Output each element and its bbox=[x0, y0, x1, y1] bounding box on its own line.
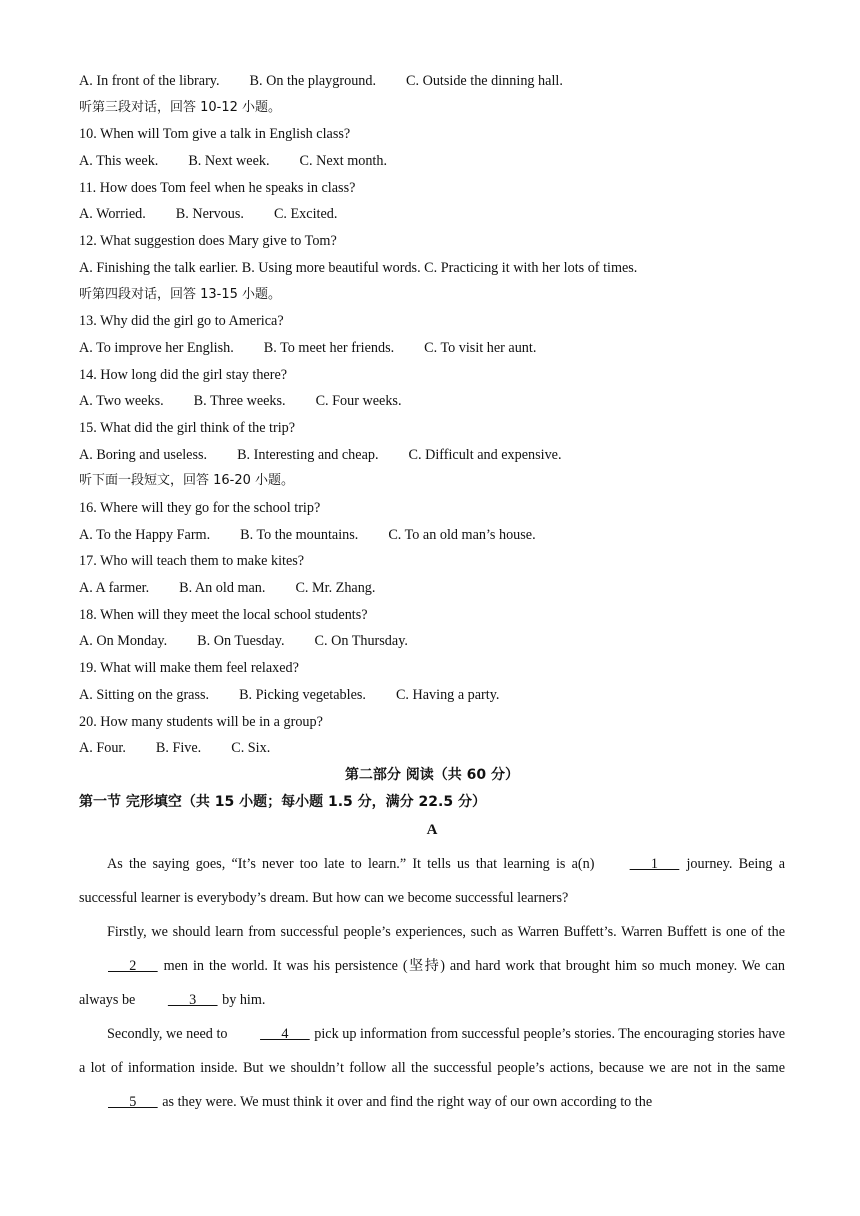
answer-option: C. Mr. Zhang. bbox=[295, 580, 376, 597]
answer-options bbox=[79, 522, 785, 549]
question-line: 20. How many students will be in a group? bbox=[79, 713, 323, 730]
passage-text: As the saying goes, “It’s never too late to learn.” It tells us that learning is a(n) bbox=[107, 856, 601, 873]
cloze-blank: 4 bbox=[260, 1026, 310, 1043]
cloze-blank: 3 bbox=[167, 992, 218, 1009]
answer-option: A. In front of the library. bbox=[79, 73, 220, 89]
answer-option: B. An old man. bbox=[179, 580, 266, 597]
answer-options bbox=[79, 682, 785, 709]
answer-option: B. On the playground. bbox=[249, 73, 377, 89]
answer-option: C. Having a party. bbox=[395, 686, 500, 703]
answer-options bbox=[79, 628, 785, 655]
answer-option: B. Five. bbox=[155, 740, 202, 757]
answer-option: C. Next month. bbox=[299, 153, 388, 170]
passage-text: by him. bbox=[218, 992, 266, 1009]
question-line: 11. How does Tom feel when he speaks in class? bbox=[79, 179, 356, 196]
exam-page bbox=[79, 68, 785, 1119]
answer-option: A. A farmer. bbox=[79, 580, 150, 597]
question-line: 14. How long did the girl stay there? bbox=[79, 366, 288, 383]
answer-option: A. Sitting on the grass. bbox=[79, 686, 210, 703]
passage-text: journey. Being a successful learner is everybody’s dream. But how can we become successful learners? bbox=[79, 856, 786, 907]
question-line: 12. What suggestion does Mary give to Tom? bbox=[79, 233, 337, 250]
part-title: 第二部分 阅读（共 60 分） bbox=[344, 766, 520, 783]
answer-option: C. Difficult and expensive. bbox=[408, 446, 562, 463]
answer-option: A. This week. bbox=[79, 153, 159, 170]
answer-option: C. To an old man’s house. bbox=[388, 526, 536, 543]
answer-option: C. Four weeks. bbox=[315, 393, 402, 410]
answer-option: C. On Thursday. bbox=[314, 633, 408, 650]
question-line: 19. What will make them feel relaxed? bbox=[79, 660, 299, 677]
answer-option: A. Worried. bbox=[79, 206, 146, 223]
passage-paragraph bbox=[79, 1017, 785, 1119]
section-title: 第一节 完形填空（共 15 小题；每小题 1.5 分，满分 22.5 分） bbox=[79, 793, 486, 810]
answer-option: C. Excited. bbox=[273, 206, 338, 223]
instruction-line: 听第四段对话，回答 13-15 小题。 bbox=[79, 286, 282, 302]
answer-option: B. Three weeks. bbox=[193, 393, 286, 410]
answer-options bbox=[79, 335, 785, 362]
passage-paragraph bbox=[79, 915, 785, 1017]
passage-text: Secondly, we need to bbox=[107, 1026, 232, 1043]
answer-option: B. To the mountains. bbox=[240, 526, 359, 543]
answer-option: B. Next week. bbox=[188, 153, 270, 170]
answer-options bbox=[79, 201, 785, 228]
answer-option: B. Nervous. bbox=[175, 206, 244, 223]
instruction-line: 听第三段对话，回答 10-12 小题。 bbox=[79, 99, 282, 115]
question-line: 17. Who will teach them to make kites? bbox=[79, 553, 305, 570]
question-line: 10. When will Tom give a talk in English class? bbox=[79, 126, 351, 143]
listening-questions bbox=[79, 68, 785, 762]
answer-options bbox=[79, 442, 785, 469]
answer-options bbox=[79, 148, 785, 175]
answer-option: C. Six. bbox=[231, 740, 271, 757]
passage-text: pick up information from successful people’s stories. The encouraging stories have a lot of information inside. But we shouldn’t follow all the successful people’s actions, because we are not in the same bbox=[79, 1026, 785, 1077]
answer-option: C. Outside the dinning hall. bbox=[406, 73, 563, 89]
answer-option: A. To improve her English. bbox=[79, 339, 234, 356]
passage-label: A bbox=[426, 822, 438, 839]
answer-options bbox=[79, 388, 785, 415]
question-line: 13. Why did the girl go to America? bbox=[79, 313, 284, 330]
cloze-blank: 2 bbox=[108, 958, 158, 975]
answer-options bbox=[79, 575, 785, 602]
answer-option: A. Four. bbox=[79, 740, 126, 757]
answer-options bbox=[79, 68, 785, 95]
instruction-line: 听下面一段短文，回答 16-20 小题。 bbox=[79, 473, 295, 489]
answer-option: A. On Monday. bbox=[79, 633, 168, 650]
cloze-blank: 1 bbox=[629, 856, 680, 873]
question-line: 16. Where will they go for the school trip? bbox=[79, 500, 321, 516]
cloze-passage bbox=[79, 847, 785, 1119]
answer-option: A. To the Happy Farm. bbox=[79, 526, 211, 543]
answer-option: B. On Tuesday. bbox=[197, 633, 285, 650]
answer-option: C. To visit her aunt. bbox=[424, 339, 537, 356]
question-line: 15. What did the girl think of the trip? bbox=[79, 419, 296, 436]
passage-text: men in the world. It was his persistence (坚持) and hard work that brought him so much money. We can always be bbox=[79, 958, 785, 1009]
cloze-blank: 5 bbox=[108, 1094, 158, 1111]
answer-option: B. Picking vegetables. bbox=[239, 686, 366, 703]
question-line: A. Finishing the talk earlier. B. Using more beautiful words. C. Practicing it with her lots of times. bbox=[79, 259, 638, 276]
answer-option: B. To meet her friends. bbox=[263, 339, 395, 356]
question-line: 18. When will they meet the local school students? bbox=[79, 606, 368, 623]
answer-options bbox=[79, 735, 785, 762]
answer-option: A. Boring and useless. bbox=[79, 446, 208, 463]
answer-option: A. Two weeks. bbox=[79, 393, 164, 410]
passage-paragraph bbox=[79, 847, 785, 915]
answer-option: B. Interesting and cheap. bbox=[237, 446, 379, 463]
passage-text: as they were. We must think it over and find the right way of our own according to the bbox=[158, 1094, 653, 1111]
passage-text: Firstly, we should learn from successful people’s experiences, such as Warren Buffett’s. Warren Buffett is one of the bbox=[107, 924, 785, 941]
